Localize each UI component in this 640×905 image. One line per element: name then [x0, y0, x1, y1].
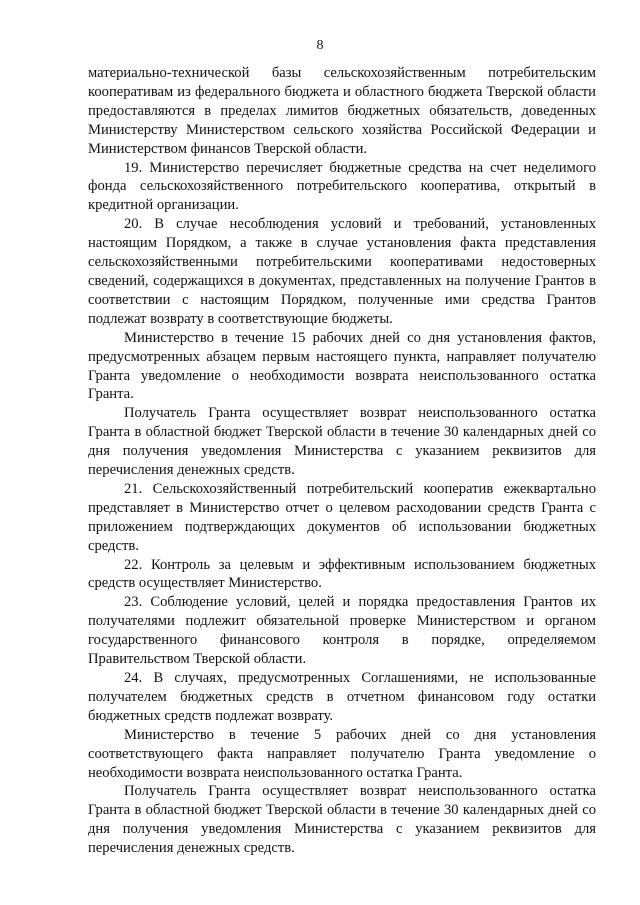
paragraph-24: 24. В случаях, предусмотренных Соглашениями, не использованные получателем бюджетных средств в отчетном финансовом году остатки бюджетных средств подлежат возврату.	[88, 670, 596, 724]
paragraph-22: 22. Контроль за целевым и эффективным использованием бюджетных средств осуществляет Министерство.	[88, 556, 596, 592]
paragraph-20: 20. В случае несоблюдения условий и требований, установленных настоящим Порядком, а также в случае установления факта представления сельскохозяйственными потребительскими кооперативами недостоверных сведений, содержащихся в документах, представленных на получение Грантов в соответствии с настоящим Порядком, полученные ими средства Грантов подлежат возврату в соответствующие бюджеты.	[88, 216, 596, 327]
paragraph-19: 19. Министерство перечисляет бюджетные средства на счет неделимого фонда сельскохозяйственного потребительского кооператива, открытый в кредитной организации.	[88, 159, 596, 214]
paragraph-continuation: материально-технической базы сельскохозяйственным потребительским кооперативам из федерального бюджета и областного бюджета Тверской области предоставляются в пределах лимитов бюджетных обязательств, доведенных Министерству Министерством сельского хозяйства Российской Федерации и Министерством финансов Тверской области.	[88, 65, 596, 157]
paragraph-21: 21. Сельскохозяйственный потребительский кооператив ежеквартально представляет в Министерство отчет о целевом расходовании средств Гранта с приложением подтверждающих документов об использовании бюджетных средств.	[88, 480, 596, 554]
paragraph-23: 23. Соблюдение условий, целей и порядка предоставления Грантов их получателями подлежит обязательной проверке Министерством и органом государственного финансового контроля в порядке, определяемом Правительством Тверской области.	[88, 594, 596, 668]
paragraph-20-ministry-notice: Министерство в течение 15 рабочих дней со дня установления фактов, предусмотренных абзацем первым настоящего пункта, направляет получателю Гранта уведомление о необходимости возврата неиспользованного остатка Гранта.	[88, 329, 596, 403]
page-number: 8	[316, 38, 324, 53]
paragraph-24-recipient-return: Получатель Гранта осуществляет возврат неиспользованного остатка Гранта в областной бюджет Тверской области в течение 30 календарных дней со дня получения уведомления Министерства с указанием реквизитов для перечисления денежных средств.	[88, 783, 596, 857]
paragraph-24-ministry-notice: Министерство в течение 5 рабочих дней со дня установления соответствующего факта направляет получателю Гранта уведомление о необходимости возврата неиспользованного остатка Гранта.	[88, 726, 596, 781]
document-body	[88, 64, 596, 858]
paragraph-20-recipient-return: Получатель Гранта осуществляет возврат неиспользованного остатка Гранта в областной бюджет Тверской области в течение 30 календарных дней со дня получения уведомления Министерства с указанием реквизитов для перечисления денежных средств.	[88, 405, 596, 479]
